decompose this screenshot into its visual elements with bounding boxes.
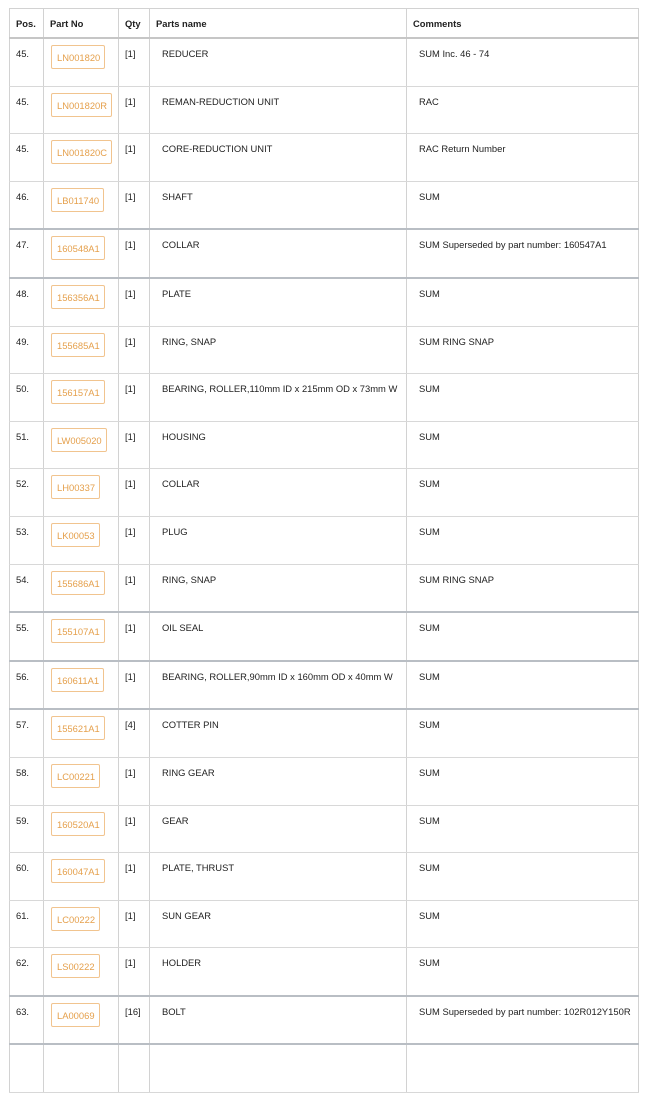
comments-cell [407,278,639,326]
table-row [10,134,639,182]
parts-name-value: GEAR [162,814,189,826]
table-row [10,996,639,1045]
table-row [10,421,639,469]
part-no-cell [44,421,119,469]
qty-cell [119,469,150,517]
comments-cell [407,86,639,134]
parts-name-value: PLATE, THRUST [162,862,235,874]
qty-value: [1] [125,48,136,59]
comments-cell [407,374,639,422]
comments-cell [407,757,639,805]
table-row [10,326,639,374]
pos-value: 49. [16,335,30,347]
pos-value: 48. [16,287,30,299]
part-no-cell [44,374,119,422]
qty-value: [1] [125,190,136,202]
comments-cell [407,612,639,661]
comments-cell [407,326,639,374]
part-no-cell [44,661,119,710]
comments-cell [407,421,639,469]
table-row [10,709,639,757]
qty-value: [1] [125,670,136,682]
qty-value: [1] [125,525,136,537]
pos-cell [10,421,44,469]
pos-value: 53. [16,525,30,537]
part-number-link[interactable]: 160611A1 [51,668,104,692]
table-row [10,1044,639,1092]
qty-cell [119,421,150,469]
parts-name-value: CORE-REDUCTION UNIT [162,143,273,155]
part-no-cell [44,757,119,805]
comment-value: SUM RING SNAP [419,573,495,585]
table-row [10,86,639,134]
part-number-link[interactable]: 160548A1 [51,236,105,260]
part-no-cell [44,709,119,757]
pos-cell [10,709,44,757]
comments-cell [407,229,639,278]
part-number-link[interactable]: 160047A1 [51,859,105,883]
qty-cell [119,996,150,1045]
comments-cell [407,948,639,996]
qty-value: [1] [125,383,136,395]
parts-name-cell [150,421,407,469]
pos-value: 54. [16,573,30,585]
part-no-cell [44,948,119,996]
pos-cell [10,86,44,134]
parts-name-value: HOLDER [162,957,202,969]
qty-value: [1] [125,239,136,251]
part-no-cell [44,996,119,1045]
part-no-cell [44,86,119,134]
parts-name-value: BEARING, ROLLER,110mm ID x 215mm OD x 73mm W [162,383,398,395]
pos-value: 56. [16,670,30,682]
part-number-link[interactable]: 156157A1 [51,380,105,404]
part-no-cell [44,38,119,86]
comments-cell [407,900,639,948]
header-qty: Qty [119,9,150,39]
qty-cell [119,326,150,374]
qty-cell [119,134,150,182]
qty-value: [1] [125,478,136,490]
parts-name-value: RING, SNAP [162,335,217,347]
pos-cell [10,374,44,422]
pos-cell [10,996,44,1045]
pos-value: 57. [16,719,30,731]
parts-name-cell [150,948,407,996]
parts-name-cell [150,900,407,948]
parts-name-cell [150,564,407,612]
qty-cell [119,38,150,86]
parts-name-cell [150,229,407,278]
parts-name-value: COLLAR [162,478,200,490]
comments-cell [407,709,639,757]
qty-value: [16] [125,1005,141,1017]
parts-name-value: HOUSING [162,430,206,442]
table-row [10,181,639,229]
qty-cell [119,516,150,564]
qty-cell [119,612,150,661]
pos-value: 51. [16,430,30,442]
part-no-cell [44,1044,119,1092]
part-number-link[interactable]: LH00337 [51,475,100,499]
part-number-link[interactable]: 155621A1 [51,716,105,740]
part-no-cell [44,326,119,374]
pos-cell [10,229,44,278]
pos-cell [10,134,44,182]
qty-value: [1] [125,335,136,347]
parts-name-value: COLLAR [162,239,200,251]
part-no-cell [44,564,119,612]
part-number-link[interactable]: 156356A1 [51,285,105,309]
parts-name-value: COTTER PIN [162,719,219,731]
table-row [10,229,639,278]
comment-value: SUM [419,383,440,395]
pos-value: 59. [16,814,30,826]
qty-value: [1] [125,909,136,921]
table-row [10,278,639,326]
comment-value: SUM [419,287,440,299]
qty-cell [119,1044,150,1092]
comment-value: SUM Superseded by part number: 160547A1 [419,239,607,251]
qty-value: [4] [125,719,136,731]
table-header-row [10,9,639,39]
pos-cell [10,326,44,374]
qty-cell [119,709,150,757]
pos-value: 61. [16,909,30,921]
qty-value: [1] [125,862,136,874]
part-number-link[interactable]: 155685A1 [51,333,105,357]
pos-cell [10,278,44,326]
table-row [10,757,639,805]
pos-cell [10,661,44,710]
pos-value: 45. [16,143,30,155]
comments-cell [407,516,639,564]
comments-cell [407,181,639,229]
part-no-cell [44,229,119,278]
qty-cell [119,853,150,901]
parts-name-cell [150,86,407,134]
part-number-link[interactable]: LN001820R [51,93,112,117]
table-row [10,516,639,564]
part-number-link[interactable]: LW005020 [51,428,107,452]
pos-value: 45. [16,48,30,59]
table-row [10,469,639,517]
qty-value: [1] [125,287,136,299]
comments-cell [407,853,639,901]
parts-name-cell [150,757,407,805]
pos-value: 46. [16,190,30,202]
part-number-link[interactable]: 155686A1 [51,571,105,595]
comment-value: SUM [419,430,440,442]
comment-value: SUM Inc. 46 - 74 [419,48,490,59]
comment-value: RAC Return Number [419,143,506,155]
header-pos: Pos. [10,9,44,39]
part-number-link[interactable]: LN001820C [51,140,112,164]
comment-value: RAC [419,95,439,107]
pos-value: 62. [16,957,30,969]
comments-cell [407,1044,639,1092]
parts-name-cell [150,374,407,422]
parts-name-cell [150,661,407,710]
header-parts-name: Parts name [150,9,407,39]
comment-value: SUM [419,190,440,202]
part-no-cell [44,900,119,948]
pos-cell [10,757,44,805]
part-no-cell [44,469,119,517]
parts-name-cell [150,805,407,853]
pos-value: 55. [16,622,30,634]
parts-name-value: REMAN-REDUCTION UNIT [162,95,280,107]
comment-value: SUM [419,814,440,826]
parts-name-value: SUN GEAR [162,909,211,921]
qty-value: [1] [125,573,136,585]
comment-value: SUM [419,719,440,731]
parts-name-cell [150,612,407,661]
table-row [10,853,639,901]
table-row [10,948,639,996]
parts-name-cell [150,853,407,901]
comment-value: SUM [419,909,440,921]
pos-cell [10,1044,44,1092]
comments-cell [407,996,639,1045]
part-number-link[interactable]: LC00221 [51,764,100,788]
qty-value: [1] [125,430,136,442]
qty-value: [1] [125,957,136,969]
qty-cell [119,900,150,948]
table-row [10,564,639,612]
comments-cell [407,564,639,612]
qty-value: [1] [125,814,136,826]
table-row [10,661,639,710]
table-row [10,38,639,86]
parts-name-value: OIL SEAL [162,622,204,634]
pos-value: 45. [16,95,30,107]
qty-cell [119,661,150,710]
pos-cell [10,516,44,564]
parts-name-value: REDUCER [162,48,209,59]
pos-cell [10,612,44,661]
comment-value: SUM Superseded by part number: 102R012Y150R [419,1005,631,1017]
qty-cell [119,805,150,853]
header-part-no: Part No [44,9,119,39]
parts-name-value: RING GEAR [162,766,215,778]
part-number-link[interactable]: LN001820 [51,45,105,69]
parts-name-value: RING, SNAP [162,573,217,585]
qty-cell [119,181,150,229]
comments-cell [407,134,639,182]
table-body [10,38,639,1093]
pos-value: 50. [16,383,30,395]
qty-cell [119,564,150,612]
qty-cell [119,374,150,422]
part-number-link[interactable]: LS00222 [51,954,100,978]
qty-cell [119,229,150,278]
pos-value: 52. [16,478,30,490]
comment-value: SUM [419,766,440,778]
parts-table [9,8,639,1093]
pos-cell [10,564,44,612]
part-no-cell [44,516,119,564]
table-row [10,374,639,422]
qty-value: [1] [125,766,136,778]
comments-cell [407,38,639,86]
table-row [10,805,639,853]
comment-value: SUM [419,862,440,874]
pos-cell [10,948,44,996]
part-no-cell [44,278,119,326]
parts-table-container [9,8,638,1093]
table-row [10,900,639,948]
qty-value: [1] [125,143,136,155]
qty-cell [119,86,150,134]
qty-cell [119,278,150,326]
part-number-link[interactable]: LC00222 [51,907,100,931]
comment-value: SUM RING SNAP [419,335,495,347]
parts-name-cell [150,38,407,86]
part-no-cell [44,181,119,229]
parts-name-cell [150,181,407,229]
part-no-cell [44,805,119,853]
parts-name-value: BEARING, ROLLER,90mm ID x 160mm OD x 40mm W [162,670,393,682]
pos-cell [10,805,44,853]
pos-cell [10,853,44,901]
pos-value: 47. [16,239,30,251]
part-no-cell [44,612,119,661]
part-number-link[interactable]: 160520A1 [51,812,105,836]
parts-name-cell [150,709,407,757]
comment-value: SUM [419,957,440,969]
qty-value: [1] [125,622,136,634]
parts-name-value: PLUG [162,525,188,537]
comment-value: SUM [419,525,440,537]
qty-value: [1] [125,95,136,107]
parts-name-value: SHAFT [162,190,193,202]
part-number-link[interactable]: LK00053 [51,523,100,547]
qty-cell [119,948,150,996]
comments-cell [407,805,639,853]
pos-cell [10,469,44,517]
part-number-link[interactable]: LB011740 [51,188,104,212]
part-no-cell [44,853,119,901]
pos-value: 58. [16,766,30,778]
parts-name-cell [150,996,407,1045]
parts-name-cell [150,516,407,564]
parts-name-value: BOLT [162,1005,186,1017]
pos-cell [10,181,44,229]
comment-value: SUM [419,622,440,634]
table-row [10,612,639,661]
comment-value: SUM [419,670,440,682]
qty-cell [119,757,150,805]
part-number-link[interactable]: LA00069 [51,1003,100,1027]
pos-cell [10,38,44,86]
pos-value: 63. [16,1005,30,1017]
parts-name-cell [150,278,407,326]
comments-cell [407,661,639,710]
part-number-link[interactable]: 155107A1 [51,619,105,643]
pos-value: 60. [16,862,30,874]
parts-name-value: PLATE [162,287,192,299]
parts-name-cell [150,469,407,517]
parts-name-cell [150,1044,407,1092]
comment-value: SUM [419,478,440,490]
part-no-cell [44,134,119,182]
pos-cell [10,900,44,948]
parts-name-cell [150,134,407,182]
parts-name-cell [150,326,407,374]
comments-cell [407,469,639,517]
header-comments: Comments [407,9,639,39]
